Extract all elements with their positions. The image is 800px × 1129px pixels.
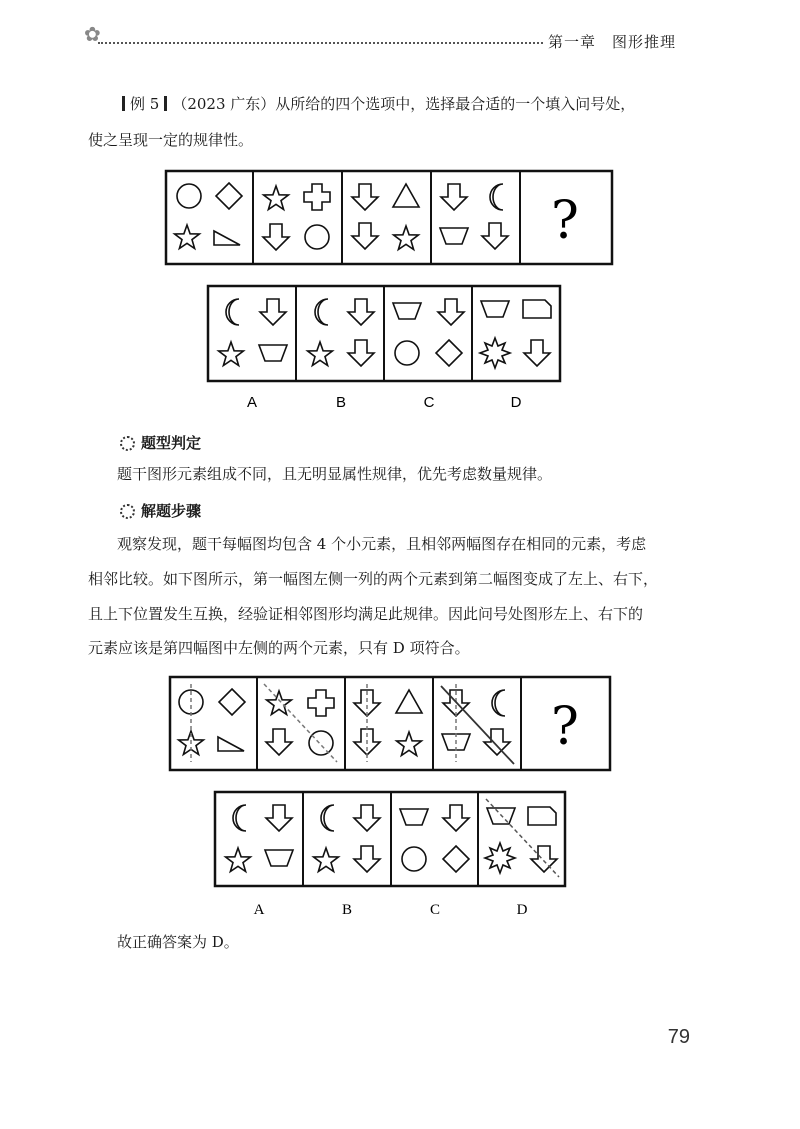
option-label-c: C (423, 394, 435, 411)
question-figure-row (165, 170, 613, 265)
solution-line-3: 且上下位置发生互换，经验证相邻图形均满足此规律。因此问号处图形左上、右下的 (88, 605, 644, 623)
annotated-option-b (314, 805, 380, 872)
header-logo-icon: ✿ (84, 22, 101, 46)
question-cell-3 (352, 184, 419, 250)
solution-line-2: 相邻比较。如下图所示，第一幅图左侧一列的两个元素到第二幅图变成了左上、右下， (88, 570, 659, 588)
example-label: 例 5 (130, 95, 160, 113)
annotated-option-a (226, 805, 293, 872)
question-row-frame (166, 171, 612, 264)
question-cell-4 (440, 184, 508, 249)
question-mark: ? (551, 191, 579, 251)
conclusion-text: 故正确答案为 D。 (117, 933, 239, 951)
annotated-cell-3 (354, 684, 422, 762)
option-label-b: B (335, 394, 347, 411)
option-a-figure (219, 299, 287, 366)
option-label-d-2: D (516, 902, 528, 918)
annotated-option-c (400, 805, 469, 872)
option-label-a-2: A (253, 902, 265, 918)
option-label-d: D (510, 394, 522, 411)
example-question-line2: 使之呈现一定的规律性。 (88, 131, 254, 149)
question-cell-1 (175, 183, 242, 249)
section2-title: 解题步骤 (141, 502, 202, 520)
options-labels-2 (214, 897, 566, 919)
section-solution-steps (120, 500, 201, 521)
header-divider (98, 42, 543, 44)
question-cell-2 (263, 184, 330, 250)
section-bullet-icon (120, 504, 135, 519)
annotated-cell-4 (441, 684, 514, 764)
options-labels-1 (207, 390, 561, 412)
section1-title: 题型判定 (141, 434, 202, 452)
option-d-figure (480, 300, 551, 368)
option-b-figure (308, 299, 374, 366)
page-number: 79 (667, 1026, 690, 1048)
example-question-line1 (117, 94, 635, 114)
option-label-a: A (246, 394, 258, 411)
chapter-title: 第一章 图形推理 (548, 33, 677, 51)
diagonal-guide (441, 686, 514, 764)
example-marker-right-icon (164, 96, 167, 111)
solution-line-1: 观察发现，题干每幅图均包含 4 个小元素，且相邻两幅图存在相同的元素，考虑 (117, 535, 647, 553)
option-label-b-2: B (341, 902, 353, 918)
annotated-option-d (485, 799, 559, 877)
question-mark-2: ? (551, 697, 579, 757)
section1-text: 题干图形元素组成不同，且无明显属性规律，优先考虑数量规律。 (117, 465, 553, 483)
annotated-cell-1 (179, 684, 245, 762)
example-marker-left-icon (122, 96, 125, 111)
example-text: （2023 广东）从所给的四个选项中，选择最合适的一个填入问号处， (172, 95, 636, 113)
section-bullet-icon (120, 436, 135, 451)
solution-line-4: 元素应该是第四幅图中左侧的两个元素，只有 D 项符合。 (88, 639, 470, 657)
option-c-figure (393, 299, 464, 366)
section-question-type (120, 432, 201, 453)
annotated-question-figure-row (169, 676, 611, 771)
options-figure-row (207, 285, 561, 382)
option-label-c-2: C (429, 902, 441, 918)
annotated-options-figure-row (214, 791, 566, 887)
annotated-cell-2 (264, 684, 337, 762)
